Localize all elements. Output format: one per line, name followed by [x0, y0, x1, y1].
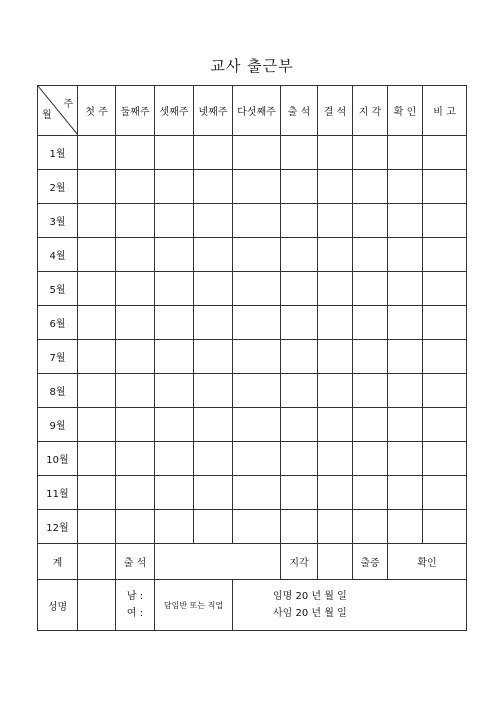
month-row — [38, 306, 467, 340]
total-attendance-value[interactable] — [155, 544, 281, 580]
entry-cell[interactable] — [194, 170, 233, 204]
corner-label-week: 주 — [63, 99, 73, 110]
entry-cell[interactable] — [155, 510, 194, 544]
entry-cell[interactable] — [318, 136, 353, 170]
entry-cell[interactable] — [388, 374, 423, 408]
entry-cell[interactable] — [388, 238, 423, 272]
entry-cell[interactable] — [423, 238, 467, 272]
col-header-week1: 첫 주 — [78, 86, 116, 136]
role-label: 담임반 또는 직업 — [155, 580, 233, 631]
entry-cell[interactable] — [116, 442, 155, 476]
entry-cell[interactable] — [233, 442, 281, 476]
total-label: 계 — [38, 544, 78, 580]
entry-cell[interactable] — [281, 136, 318, 170]
month-label: 11월 — [38, 476, 78, 510]
entry-cell[interactable] — [116, 340, 155, 374]
entry-cell[interactable] — [78, 476, 116, 510]
entry-cell[interactable] — [423, 136, 467, 170]
entry-cell[interactable] — [318, 510, 353, 544]
entry-cell[interactable] — [194, 374, 233, 408]
col-header-absence: 결 석 — [318, 86, 353, 136]
entry-cell[interactable] — [318, 204, 353, 238]
entry-cell[interactable] — [78, 204, 116, 238]
entry-cell[interactable] — [116, 408, 155, 442]
entry-cell[interactable] — [423, 510, 467, 544]
entry-cell[interactable] — [233, 408, 281, 442]
entry-cell[interactable] — [155, 408, 194, 442]
col-header-week2: 둘째주 — [116, 86, 155, 136]
entry-cell[interactable] — [116, 272, 155, 306]
corner-cell — [38, 86, 78, 136]
entry-cell[interactable] — [281, 204, 318, 238]
entry-cell[interactable] — [318, 408, 353, 442]
entry-cell[interactable] — [388, 204, 423, 238]
month-row — [38, 442, 467, 476]
month-label: 2월 — [38, 170, 78, 204]
entry-cell[interactable] — [116, 374, 155, 408]
entry-cell[interactable] — [78, 510, 116, 544]
month-label: 9월 — [38, 408, 78, 442]
entry-cell[interactable] — [318, 306, 353, 340]
entry-cell[interactable] — [281, 238, 318, 272]
header-row — [38, 86, 467, 136]
entry-cell[interactable] — [233, 306, 281, 340]
entry-cell[interactable] — [155, 204, 194, 238]
entry-cell[interactable] — [233, 136, 281, 170]
entry-cell[interactable] — [194, 476, 233, 510]
entry-cell[interactable] — [233, 204, 281, 238]
entry-cell[interactable] — [78, 136, 116, 170]
male-label: 남 : — [126, 591, 144, 602]
entry-cell[interactable] — [353, 306, 388, 340]
month-row — [38, 272, 467, 306]
corner-label-month: 월 — [42, 110, 52, 121]
entry-cell[interactable] — [423, 408, 467, 442]
entry-cell[interactable] — [155, 170, 194, 204]
entry-cell[interactable] — [78, 340, 116, 374]
entry-cell[interactable] — [318, 476, 353, 510]
entry-cell[interactable] — [233, 374, 281, 408]
col-header-late: 지 각 — [353, 86, 388, 136]
entry-cell[interactable] — [194, 340, 233, 374]
entry-cell[interactable] — [116, 170, 155, 204]
entry-cell[interactable] — [116, 136, 155, 170]
entry-cell[interactable] — [233, 170, 281, 204]
entry-cell[interactable] — [78, 374, 116, 408]
total-attendance-label: 출 석 — [116, 544, 155, 580]
entry-cell[interactable] — [116, 204, 155, 238]
month-label: 12월 — [38, 510, 78, 544]
gender-cell[interactable] — [116, 580, 155, 631]
entry-cell[interactable] — [353, 408, 388, 442]
col-header-remarks: 비 고 — [423, 86, 467, 136]
entry-cell[interactable] — [78, 306, 116, 340]
col-header-week5: 다섯째주 — [233, 86, 281, 136]
month-row — [38, 340, 467, 374]
name-cell[interactable] — [78, 580, 116, 631]
entry-cell[interactable] — [353, 442, 388, 476]
entry-cell[interactable] — [194, 272, 233, 306]
month-label: 5월 — [38, 272, 78, 306]
entry-cell[interactable] — [353, 272, 388, 306]
month-row — [38, 374, 467, 408]
entry-cell[interactable] — [388, 510, 423, 544]
entry-cell[interactable] — [233, 476, 281, 510]
month-label: 7월 — [38, 340, 78, 374]
entry-cell[interactable] — [423, 340, 467, 374]
entry-cell[interactable] — [423, 306, 467, 340]
entry-cell[interactable] — [423, 374, 467, 408]
entry-cell[interactable] — [194, 306, 233, 340]
total-late-label: 지각 — [281, 544, 318, 580]
name-label: 성명 — [38, 580, 78, 631]
month-label: 6월 — [38, 306, 78, 340]
entry-cell[interactable] — [78, 170, 116, 204]
entry-cell[interactable] — [281, 340, 318, 374]
entry-cell[interactable] — [388, 306, 423, 340]
col-header-week4: 넷째주 — [194, 86, 233, 136]
entry-cell[interactable] — [155, 374, 194, 408]
month-row — [38, 510, 467, 544]
entry-cell[interactable] — [281, 510, 318, 544]
entry-cell[interactable] — [194, 204, 233, 238]
month-row — [38, 136, 467, 170]
entry-cell[interactable] — [353, 136, 388, 170]
entry-cell[interactable] — [194, 442, 233, 476]
col-header-confirm: 확 인 — [388, 86, 423, 136]
entry-cell[interactable] — [423, 272, 467, 306]
entry-cell[interactable] — [281, 306, 318, 340]
entry-cell[interactable] — [388, 136, 423, 170]
entry-cell[interactable] — [423, 204, 467, 238]
entry-cell[interactable] — [194, 238, 233, 272]
resigned-date: 사임 20 년 월 일 — [273, 608, 347, 619]
entry-cell[interactable] — [353, 510, 388, 544]
entry-cell[interactable] — [194, 136, 233, 170]
entry-cell[interactable] — [388, 272, 423, 306]
entry-cell[interactable] — [116, 510, 155, 544]
entry-cell[interactable] — [78, 408, 116, 442]
entry-cell[interactable] — [281, 170, 318, 204]
total-late-value[interactable] — [318, 544, 353, 580]
entry-cell[interactable] — [155, 272, 194, 306]
entry-cell[interactable] — [423, 442, 467, 476]
entry-cell[interactable] — [353, 204, 388, 238]
month-row — [38, 408, 467, 442]
total-confirm-label: 확인 — [388, 544, 467, 580]
entry-cell[interactable] — [353, 476, 388, 510]
entry-cell[interactable] — [155, 340, 194, 374]
entry-cell[interactable] — [388, 408, 423, 442]
month-label: 8월 — [38, 374, 78, 408]
entry-cell[interactable] — [423, 170, 467, 204]
entry-cell[interactable] — [233, 272, 281, 306]
col-header-attendance: 출 석 — [281, 86, 318, 136]
page-title: 교사 출근부 — [210, 57, 294, 75]
entry-cell[interactable] — [388, 170, 423, 204]
entry-cell[interactable] — [353, 170, 388, 204]
month-row — [38, 238, 467, 272]
total-cell[interactable] — [78, 544, 116, 580]
month-label: 3월 — [38, 204, 78, 238]
entry-cell[interactable] — [116, 238, 155, 272]
entry-cell[interactable] — [318, 340, 353, 374]
name-row — [38, 580, 467, 631]
dates-cell[interactable] — [233, 580, 467, 631]
entry-cell[interactable] — [233, 238, 281, 272]
entry-cell[interactable] — [78, 238, 116, 272]
month-row — [38, 476, 467, 510]
entry-cell[interactable] — [194, 408, 233, 442]
entry-cell[interactable] — [318, 374, 353, 408]
month-label: 4월 — [38, 238, 78, 272]
entry-cell[interactable] — [116, 306, 155, 340]
entry-cell[interactable] — [281, 408, 318, 442]
female-label: 여 : — [126, 608, 144, 619]
month-row — [38, 170, 467, 204]
attendance-table — [37, 85, 467, 631]
entry-cell[interactable] — [194, 510, 233, 544]
entry-cell[interactable] — [353, 340, 388, 374]
month-row — [38, 204, 467, 238]
entry-cell[interactable] — [388, 476, 423, 510]
entry-cell[interactable] — [281, 272, 318, 306]
entry-cell[interactable] — [155, 238, 194, 272]
entry-cell[interactable] — [233, 510, 281, 544]
entry-cell[interactable] — [78, 442, 116, 476]
entry-cell[interactable] — [318, 170, 353, 204]
entry-cell[interactable] — [318, 238, 353, 272]
entry-cell[interactable] — [353, 238, 388, 272]
entry-cell[interactable] — [281, 374, 318, 408]
total-certificate-label: 출증 — [353, 544, 388, 580]
month-label: 10월 — [38, 442, 78, 476]
entry-cell[interactable] — [318, 442, 353, 476]
entry-cell[interactable] — [423, 476, 467, 510]
appointed-date: 임명 20 년 월 일 — [273, 591, 347, 602]
entry-cell[interactable] — [155, 442, 194, 476]
entry-cell[interactable] — [116, 476, 155, 510]
entry-cell[interactable] — [78, 272, 116, 306]
entry-cell[interactable] — [155, 136, 194, 170]
entry-cell[interactable] — [388, 340, 423, 374]
entry-cell[interactable] — [155, 306, 194, 340]
entry-cell[interactable] — [281, 442, 318, 476]
month-label: 1월 — [38, 136, 78, 170]
entry-cell[interactable] — [388, 442, 423, 476]
col-header-week3: 셋째주 — [155, 86, 194, 136]
total-row — [38, 544, 467, 580]
entry-cell[interactable] — [155, 476, 194, 510]
entry-cell[interactable] — [233, 340, 281, 374]
entry-cell[interactable] — [318, 272, 353, 306]
entry-cell[interactable] — [281, 476, 318, 510]
entry-cell[interactable] — [353, 374, 388, 408]
